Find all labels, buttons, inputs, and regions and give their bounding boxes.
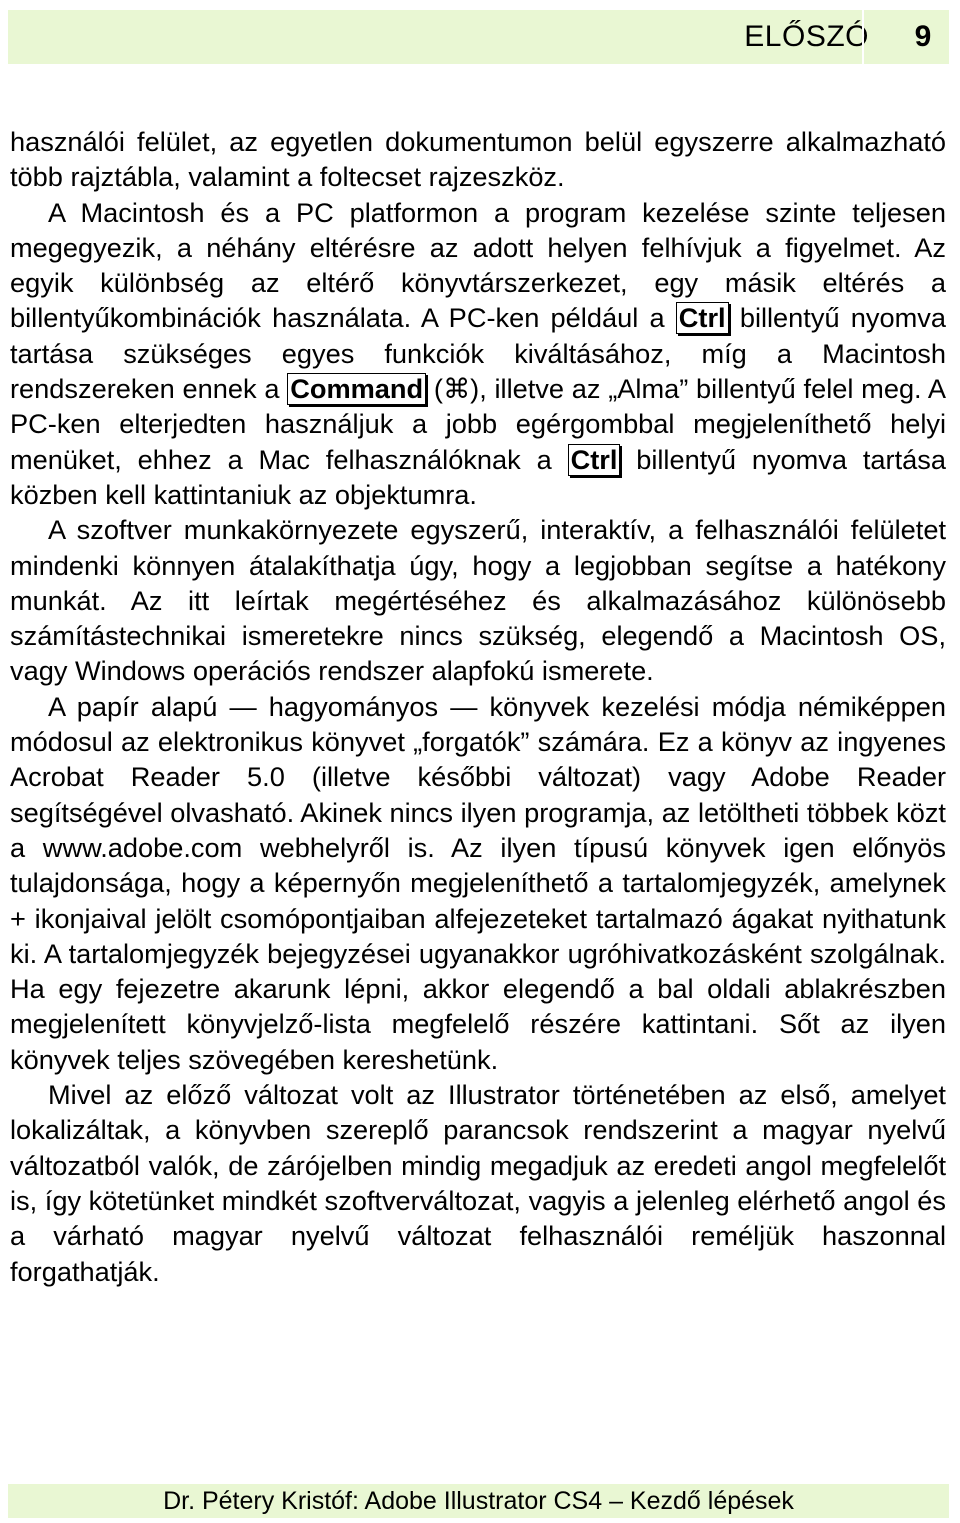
page-footer (8, 1484, 949, 1518)
paragraph-1-text: használói felület, az egyetlen dokumentumon belül egyszerre alkalmazható több rajztábla, valamint a foltecset rajzeszköz. (10, 126, 946, 193)
footer-text: Dr. Pétery Kristóf: Adobe Illustrator CS4 – Kezdő lépések (163, 1486, 794, 1515)
chapter-title: ELŐSZÓ (744, 20, 869, 53)
ctrl-key-label: Ctrl (676, 302, 729, 334)
paragraph-4 (10, 689, 946, 1077)
page-header (8, 10, 949, 64)
paragraph-5 (10, 1077, 946, 1289)
paragraph-3 (10, 512, 946, 688)
header-divider (862, 10, 864, 64)
ctrl-key-label-2: Ctrl (568, 444, 621, 476)
paragraph-2-text-b: billentyű nyomva tartása szükséges egyes funkciók kiváltásához, míg a Macintosh rendszereken ennek a (10, 302, 946, 405)
paragraph-2 (10, 195, 946, 513)
paragraph-2-text-c: (⌘), illetve az „Alma” billentyű felel meg. A PC-ken elterjedten használjuk a jobb egérgombbal megjeleníthető helyi menüket, ehhez a Mac felhasználóknak a (10, 373, 947, 475)
paragraph-2-text-d: billentyű nyomva tartása közben kell kattintaniuk az objektumra. (10, 443, 946, 510)
command-key-label: Command (287, 373, 426, 405)
paragraph-5-text: Mivel az előző változat volt az Illustrator történetében az első, amelyet lokalizáltak, a könyvben szereplő parancsok rendszerint a magyar nyelvű változatból valók, de zárójelben mindig megadjuk az eredeti angol megfelelőt is, így kötetünket mindkét szoftverváltozat, vagyis a jelenleg elérhető angol és a várható magyar nyelvű változat felhasználói reméljük haszonnal forgathatják. (10, 1079, 946, 1287)
paragraph-4-text: A papír alapú — hagyományos — könyvek kezelési módja némiképpen módosul az elektronikus könyvet „forgatók” számára. Ez a könyv az ingyenes Acrobat Reader 5.0 (illetve későbbi változat) vagy Adobe Reader segítségével olvasható. Akinek nincs ilyen programja, az letöltheti többek közt a www.adobe.com webhelyről is. Az ilyen típusú könyvek igen előnyös tulajdonsága, hogy a képernyőn megjeleníthető a tartalomjegyzék, amelynek + ikonjaival jelölt csomópontjaiban alfejezeteket tartalmazó ágakat nyithatunk ki. A tartalomjegyzék bejegyzései ugyanakkor ugróhivatkozásként szolgálnak. Ha egy fejezetre akarunk lépni, akkor elegendő a bal oldali ablakrészben megjelenített könyvjelző-lista megfelelő részére kattintani. Sőt az ilyen könyvek teljes szövegében kereshetünk. (10, 690, 946, 1075)
paragraph-3-text: A szoftver munkakörnyezete egyszerű, interaktív, a felhasználói felületet mindenki könnyen átalakíthatja úgy, hogy a legjobban segítse a hatékony munkát. Az itt leírtak megértéséhez és alkalmazásához különösebb számítástechnikai ismeretekre nincs szükség, elegendő a Macintosh OS, vagy Windows operációs rendszer alapfokú ismerete. (10, 514, 946, 687)
body-text (10, 124, 946, 1289)
paragraph-1 (10, 124, 946, 195)
paragraph-2-text-a: A Macintosh és a PC platformon a program kezelése szinte teljesen megegyezik, a néhány eltérésre az adott helyen felhívjuk a figyelmet. Az egyik különbség az eltérő könyvtárszerkezet, egy másik eltérés a billentyűkombinációk használata. A PC-ken például a (10, 196, 946, 334)
page-number: 9 (914, 20, 932, 53)
